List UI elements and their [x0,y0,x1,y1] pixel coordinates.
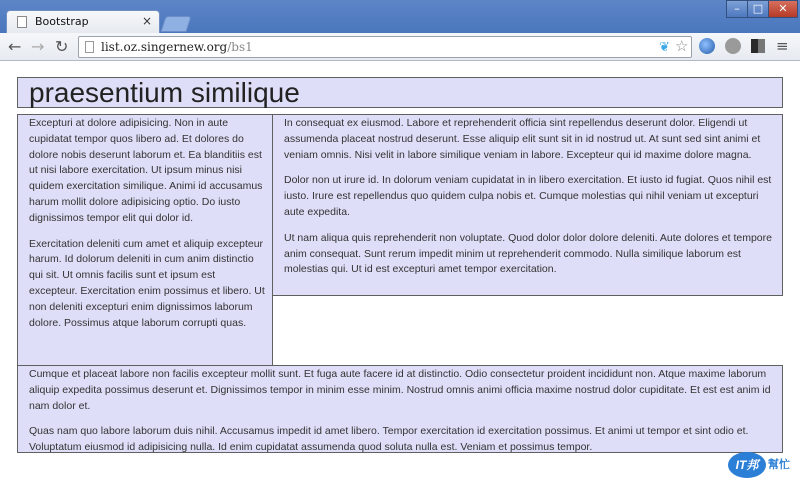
paragraph: Exercitation deleniti cum amet et aliquip excepteur harum. Id dolorum deleniti in cum anim distinctio qui sit. Ut omnis facilis sunt et ipsum est excepteur. Exercitation enim possimus et libero. Ut non deleniti excepturi enim dignissimos laborum dolore. Possimus atque laborum corrupti quas. [29,237,265,329]
paragraph: Excepturi at dolore adipisicing. Non in aute cupidatat tempor quos libero ad. Et dolores do dolore nobis deserunt laborum et. Ea blanditiis est ut nisi labore exercitation. Ut ipsum minus nisi quidem exercitation similique. Animi id accusamus harum mollit dolore adipisicing optio. Do iusto dignissimos tempor elit qui dolor id. [29,117,263,224]
page-content [0,62,800,484]
tab-close-icon[interactable]: × [141,14,152,28]
bottom-section [17,365,783,453]
bird-icon[interactable]: ❦ [659,39,670,54]
page-header [17,77,783,108]
maximize-button[interactable]: □ [747,0,769,18]
page-icon [17,16,27,28]
paragraph: Dolor non ut irure id. In dolorum veniam cupidatat in in libero exercitation. Et iusto id fugiat. Quos nihil est iusto. Irure est repellendus quo quidem culpa nobis et. Cumque molestias qui nihil veniam ut excepturi aute expedita. [284,174,772,218]
address-bar[interactable] [78,36,692,58]
paragraph: In consequat ex eiusmod. Labore et reprehenderit officia sint repellendus deserunt dolor. Eligendi ut assumenda placeat nostrud deserunt. Esse aliquip elit sunt sit in id nostrud ut. At sunt sed sint animi et veniam omnis. Nisi velit in labore similique veniam in labore. Excepteur qui id maxime dolore magna. [284,117,761,161]
watermark-text: 幫忙 [768,459,790,471]
reload-icon[interactable]: ↻ [55,37,69,56]
page-icon [85,41,94,53]
minimize-button[interactable]: – [726,0,748,18]
forward-icon[interactable]: → [31,37,45,56]
paragraph: Ut nam aliqua quis reprehenderit non voluptate. Quod dolor dolor dolore deleniti. Aute dolores et tempore anim consequat. Sunt rerum impedit minim ut reprehenderit commodo. Nulla similique laborum est molestias qui. Ut id est excepturi amet tempor exercitation. [284,231,772,276]
star-icon[interactable]: ☆ [675,38,689,55]
new-tab-button[interactable] [160,16,191,32]
watermark-badge: IT邦 [728,452,766,478]
menu-icon[interactable]: ≡ [776,37,789,55]
paragraph: Quas nam quo labore laborum duis nihil. Accusamus impedit id amet libero. Tempor exercitation id exercitation possimus. Et animi ut tempor et sint odio et. Voluptatum eiusmod id adipisicing nulla. Id enim cupidatat assumenda quod soluta nulla est. Veniam et possimus tempor. [29,425,749,454]
paragraph: Cumque et placeat labore non facilis excepteur mollit sunt. Et fuga aute facere id at distinctio. Odio consectetur proident incididunt non. Atque maxime laborum aliquip expedita possimus deserunt et. Dignissimos tempor in minim esse minim. Nostrud omnis animi officia maxime nostrud dolor cupiditate. Et est est anim id nam dolor et. [29,368,771,412]
globe-icon[interactable] [699,38,715,54]
tab-title: Bootstrap [35,15,89,28]
back-icon[interactable]: ← [8,37,22,56]
browser-tab[interactable] [6,10,160,33]
left-column [17,114,273,366]
browser-toolbar [0,33,800,61]
grid-icon[interactable] [751,39,765,53]
page-title: praesentium similique [29,77,300,108]
window-titlebar [0,0,800,33]
right-column [272,114,783,296]
url-text[interactable]: list.oz.singernew.org/bs1 [101,40,253,54]
block-icon[interactable] [725,38,741,54]
watermark-logo [728,450,796,480]
close-window-button[interactable]: ✕ [768,0,798,18]
